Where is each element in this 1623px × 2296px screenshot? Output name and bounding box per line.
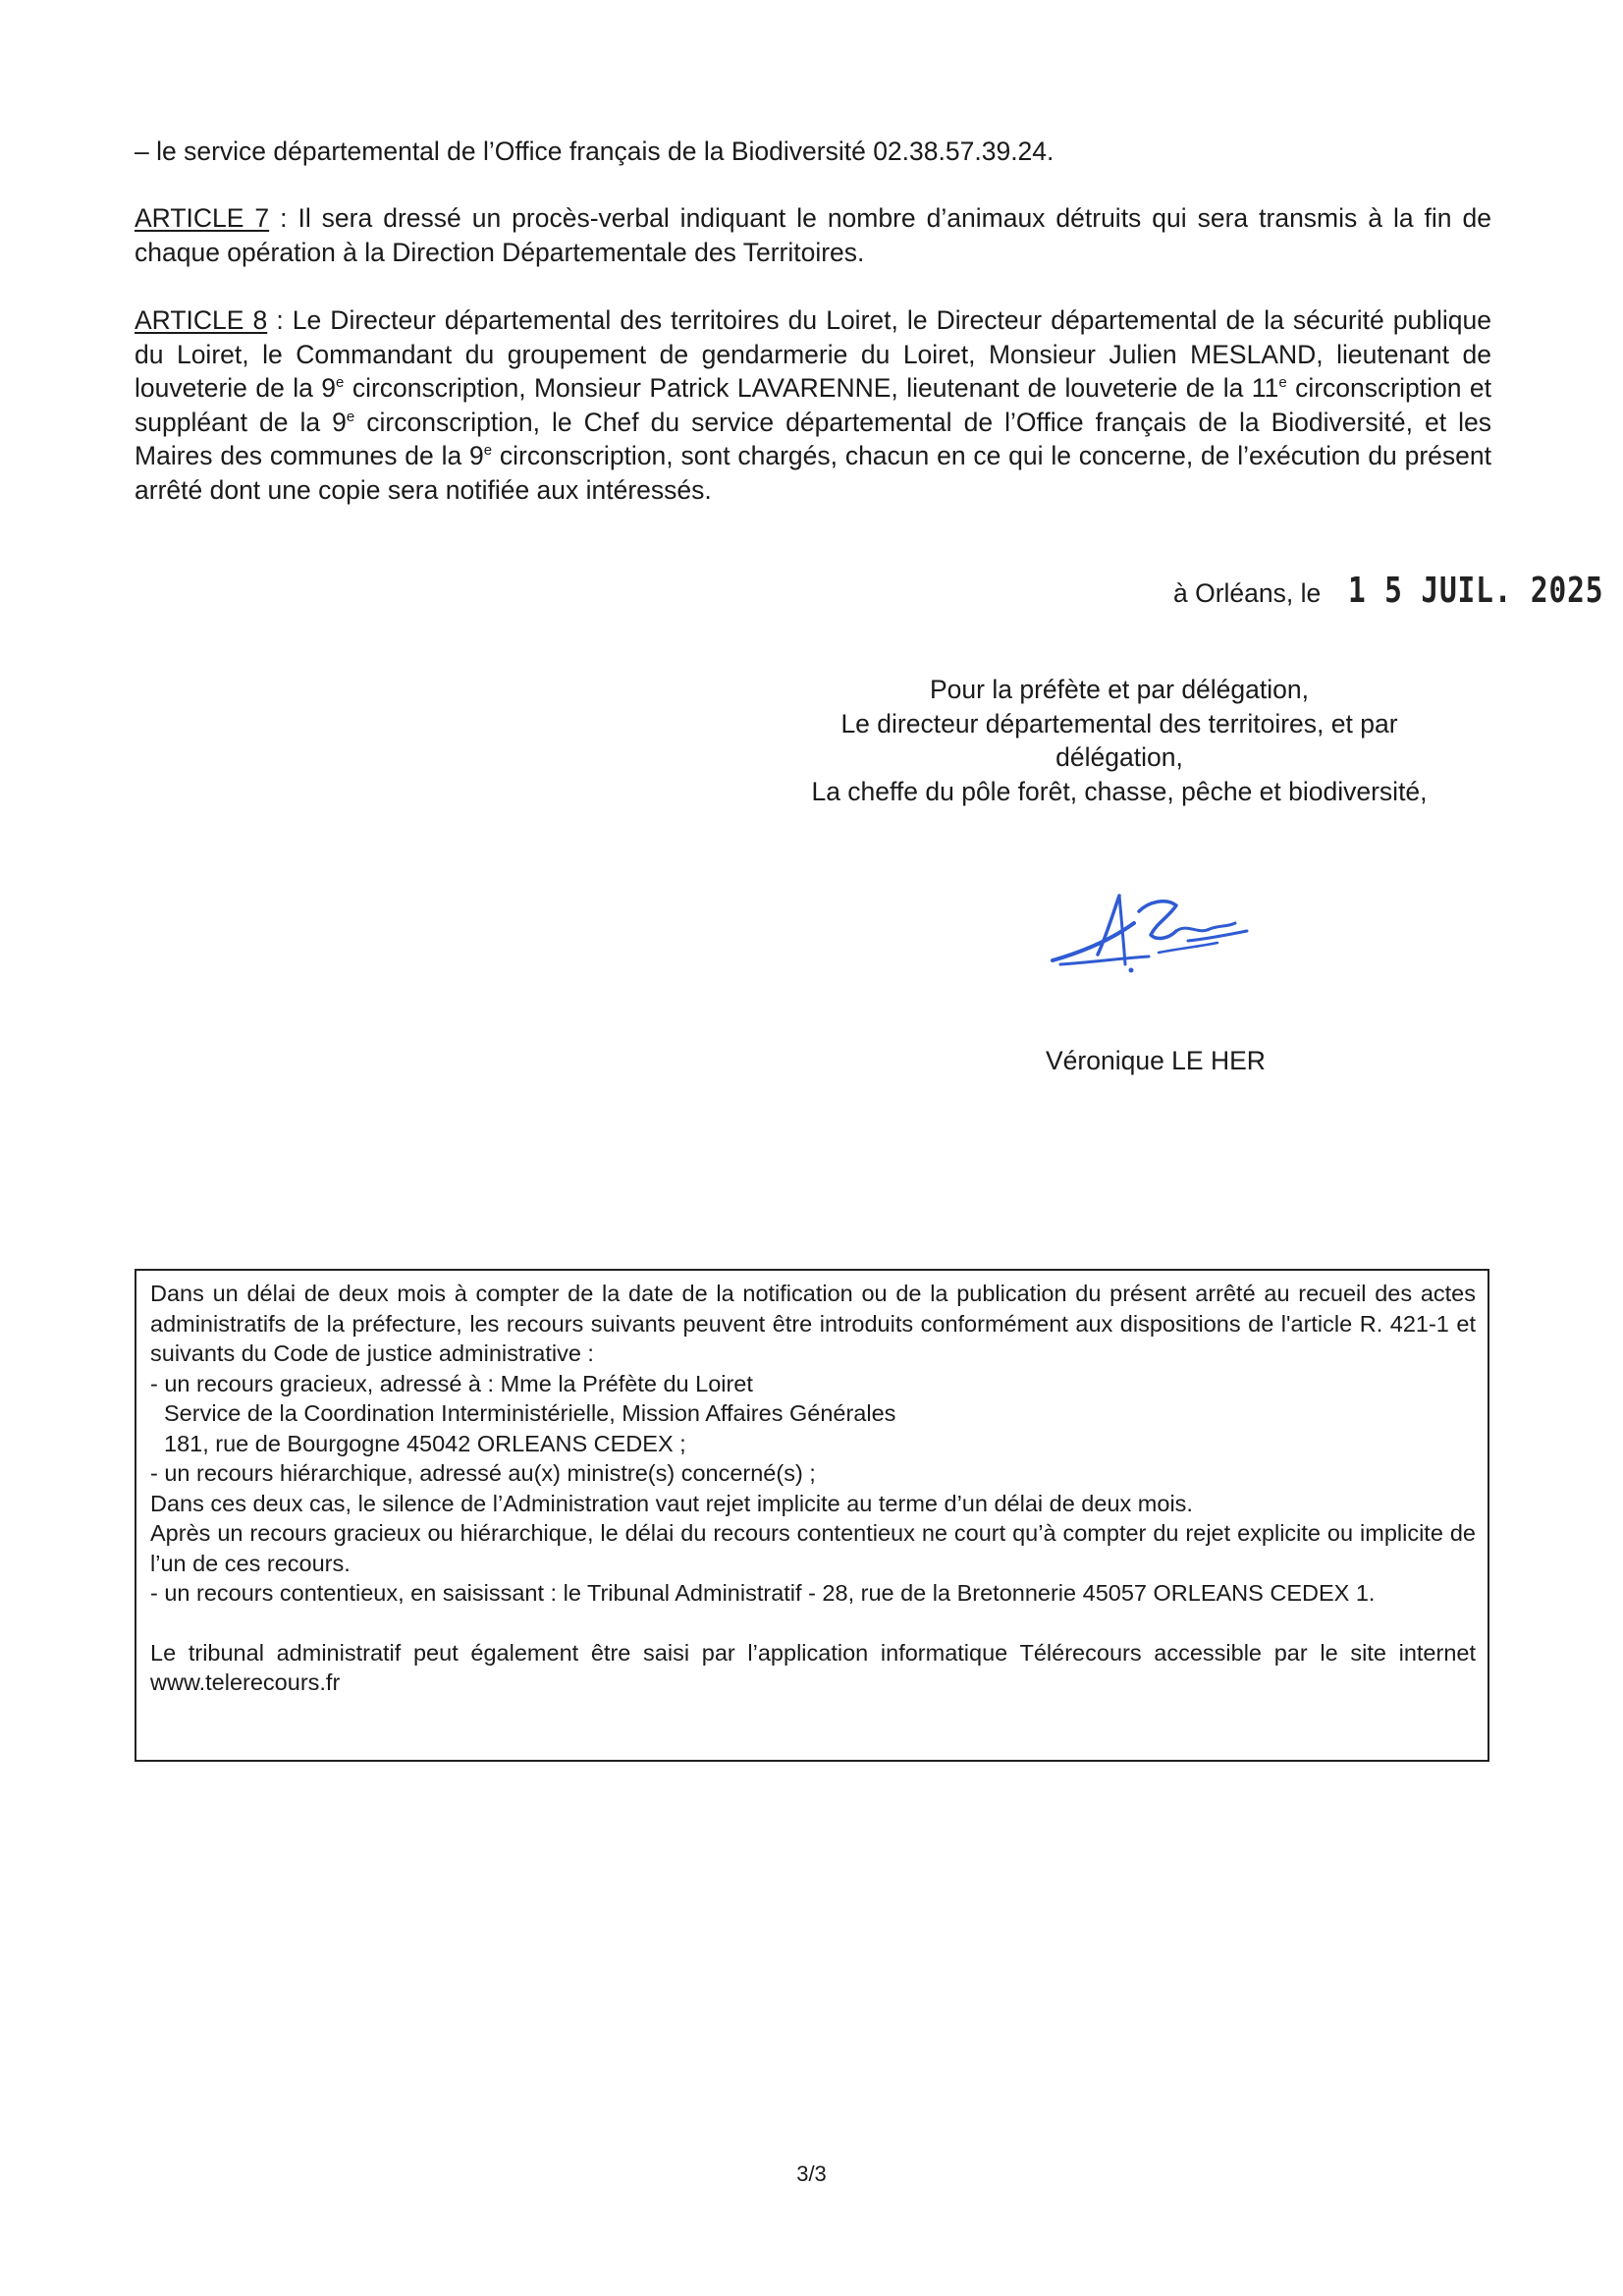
article-8-text-5: circonscription, sont chargés, chacun en ce qui le concerne, de l’exécution du présent arrêté dont une copie sera notifiée aux intéressés.	[135, 441, 1491, 505]
appeal-intro: Dans un délai de deux mois à compter de la date de la notification ou de la publication du présent arrêté au recueil des actes administratifs de la préfecture, les recours suivants peuvent être introduits conformément aux dispositions de l'article R. 421-1 et suivants du Code de justice administrative :	[150, 1281, 1476, 1366]
handwritten-signature	[1041, 884, 1267, 982]
ordinal-suffix: e	[483, 442, 493, 460]
ordinal-suffix: e	[1278, 374, 1287, 392]
appeal-gracieux: - un recours gracieux, adressé à : Mme la Préfète du Loiret	[150, 1370, 753, 1396]
page-number: 3/3	[796, 2161, 827, 2186]
appeal-silence: Dans ces deux cas, le silence de l’Administration vaut rejet implicite au terme d’un délai de deux mois.	[150, 1490, 1193, 1516]
article-7-text: : Il sera dressé un procès-verbal indiquant le nombre d’animaux détruits qui sera transmis à la fin de chaque opération à la Direction Départementale des Territoires.	[135, 203, 1491, 267]
date-prefix: à Orléans, le	[1173, 578, 1322, 608]
appeal-gracieux-service: Service de la Coordination Interministérielle, Mission Affaires Générales	[164, 1400, 896, 1426]
article-7	[135, 201, 1491, 269]
article-8	[135, 303, 1491, 507]
article-8-text-4: circonscription, le Chef du service départemental de l’Office français de la Biodiversité, et les Maires des communes de la 9	[135, 407, 1491, 470]
delegation-line-3: délégation,	[1055, 742, 1183, 772]
appeal-telerecours: Le tribunal administratif peut également être saisi par l’application informatique Télérecours accessible par le site internet www.telerecours.fr	[150, 1639, 1476, 1695]
ordinal-suffix: e	[336, 374, 345, 392]
appeal-apres: Après un recours gracieux ou hiérarchique, le délai du recours contentieux ne court qu’à compter du rejet explicite ou implicite de l’un de ces recours.	[150, 1520, 1476, 1576]
article-8-label: ARTICLE 8	[135, 305, 268, 335]
appeal-hierarchique: - un recours hiérarchique, adressé au(x) ministre(s) concerné(s) ;	[150, 1460, 816, 1486]
date-stamp: 1 5 JUIL. 2025	[1348, 571, 1604, 611]
office-contact-line: – le service départemental de l’Office français de la Biodiversité 02.38.57.39.24.	[135, 137, 1055, 166]
article-8-text-2: circonscription, Monsieur Patrick LAVARENNE, lieutenant de louveterie de la 11	[344, 373, 1279, 403]
signer-name: Véronique LE HER	[1046, 1046, 1266, 1075]
appeal-contentieux: - un recours contentieux, en saisissant : le Tribunal Administratif - 28, rue de la Bretonnerie 45057 ORLEANS CEDEX 1.	[150, 1580, 1376, 1606]
delegation-line-1: Pour la préfète et par délégation,	[930, 675, 1309, 704]
signature-block	[727, 673, 1512, 808]
spacer	[150, 1609, 1476, 1638]
article-8-text-3: circonscription et suppléant de la 9	[135, 373, 1491, 437]
article-7-label: ARTICLE 7	[135, 203, 270, 233]
date-line	[1173, 572, 1623, 613]
appeal-gracieux-address: 181, rue de Bourgogne 45042 ORLEANS CEDEX ;	[164, 1430, 686, 1456]
article-8-text-1: : Le Directeur départemental des territoires du Loiret, le Directeur départemental de la sécurité publique du Loiret, le Commandant du groupement de gendarmerie du Loiret, Monsieur Julien MESLAND, lieutenant de louveterie de la 9	[135, 305, 1491, 403]
appeal-notice-box	[135, 1269, 1489, 1762]
ordinal-suffix: e	[346, 408, 355, 425]
delegation-line-2: Le directeur départemental des territoires, et par	[840, 708, 1398, 738]
delegation-line-4: La cheffe du pôle forêt, chasse, pêche et biodiversité,	[811, 776, 1428, 806]
